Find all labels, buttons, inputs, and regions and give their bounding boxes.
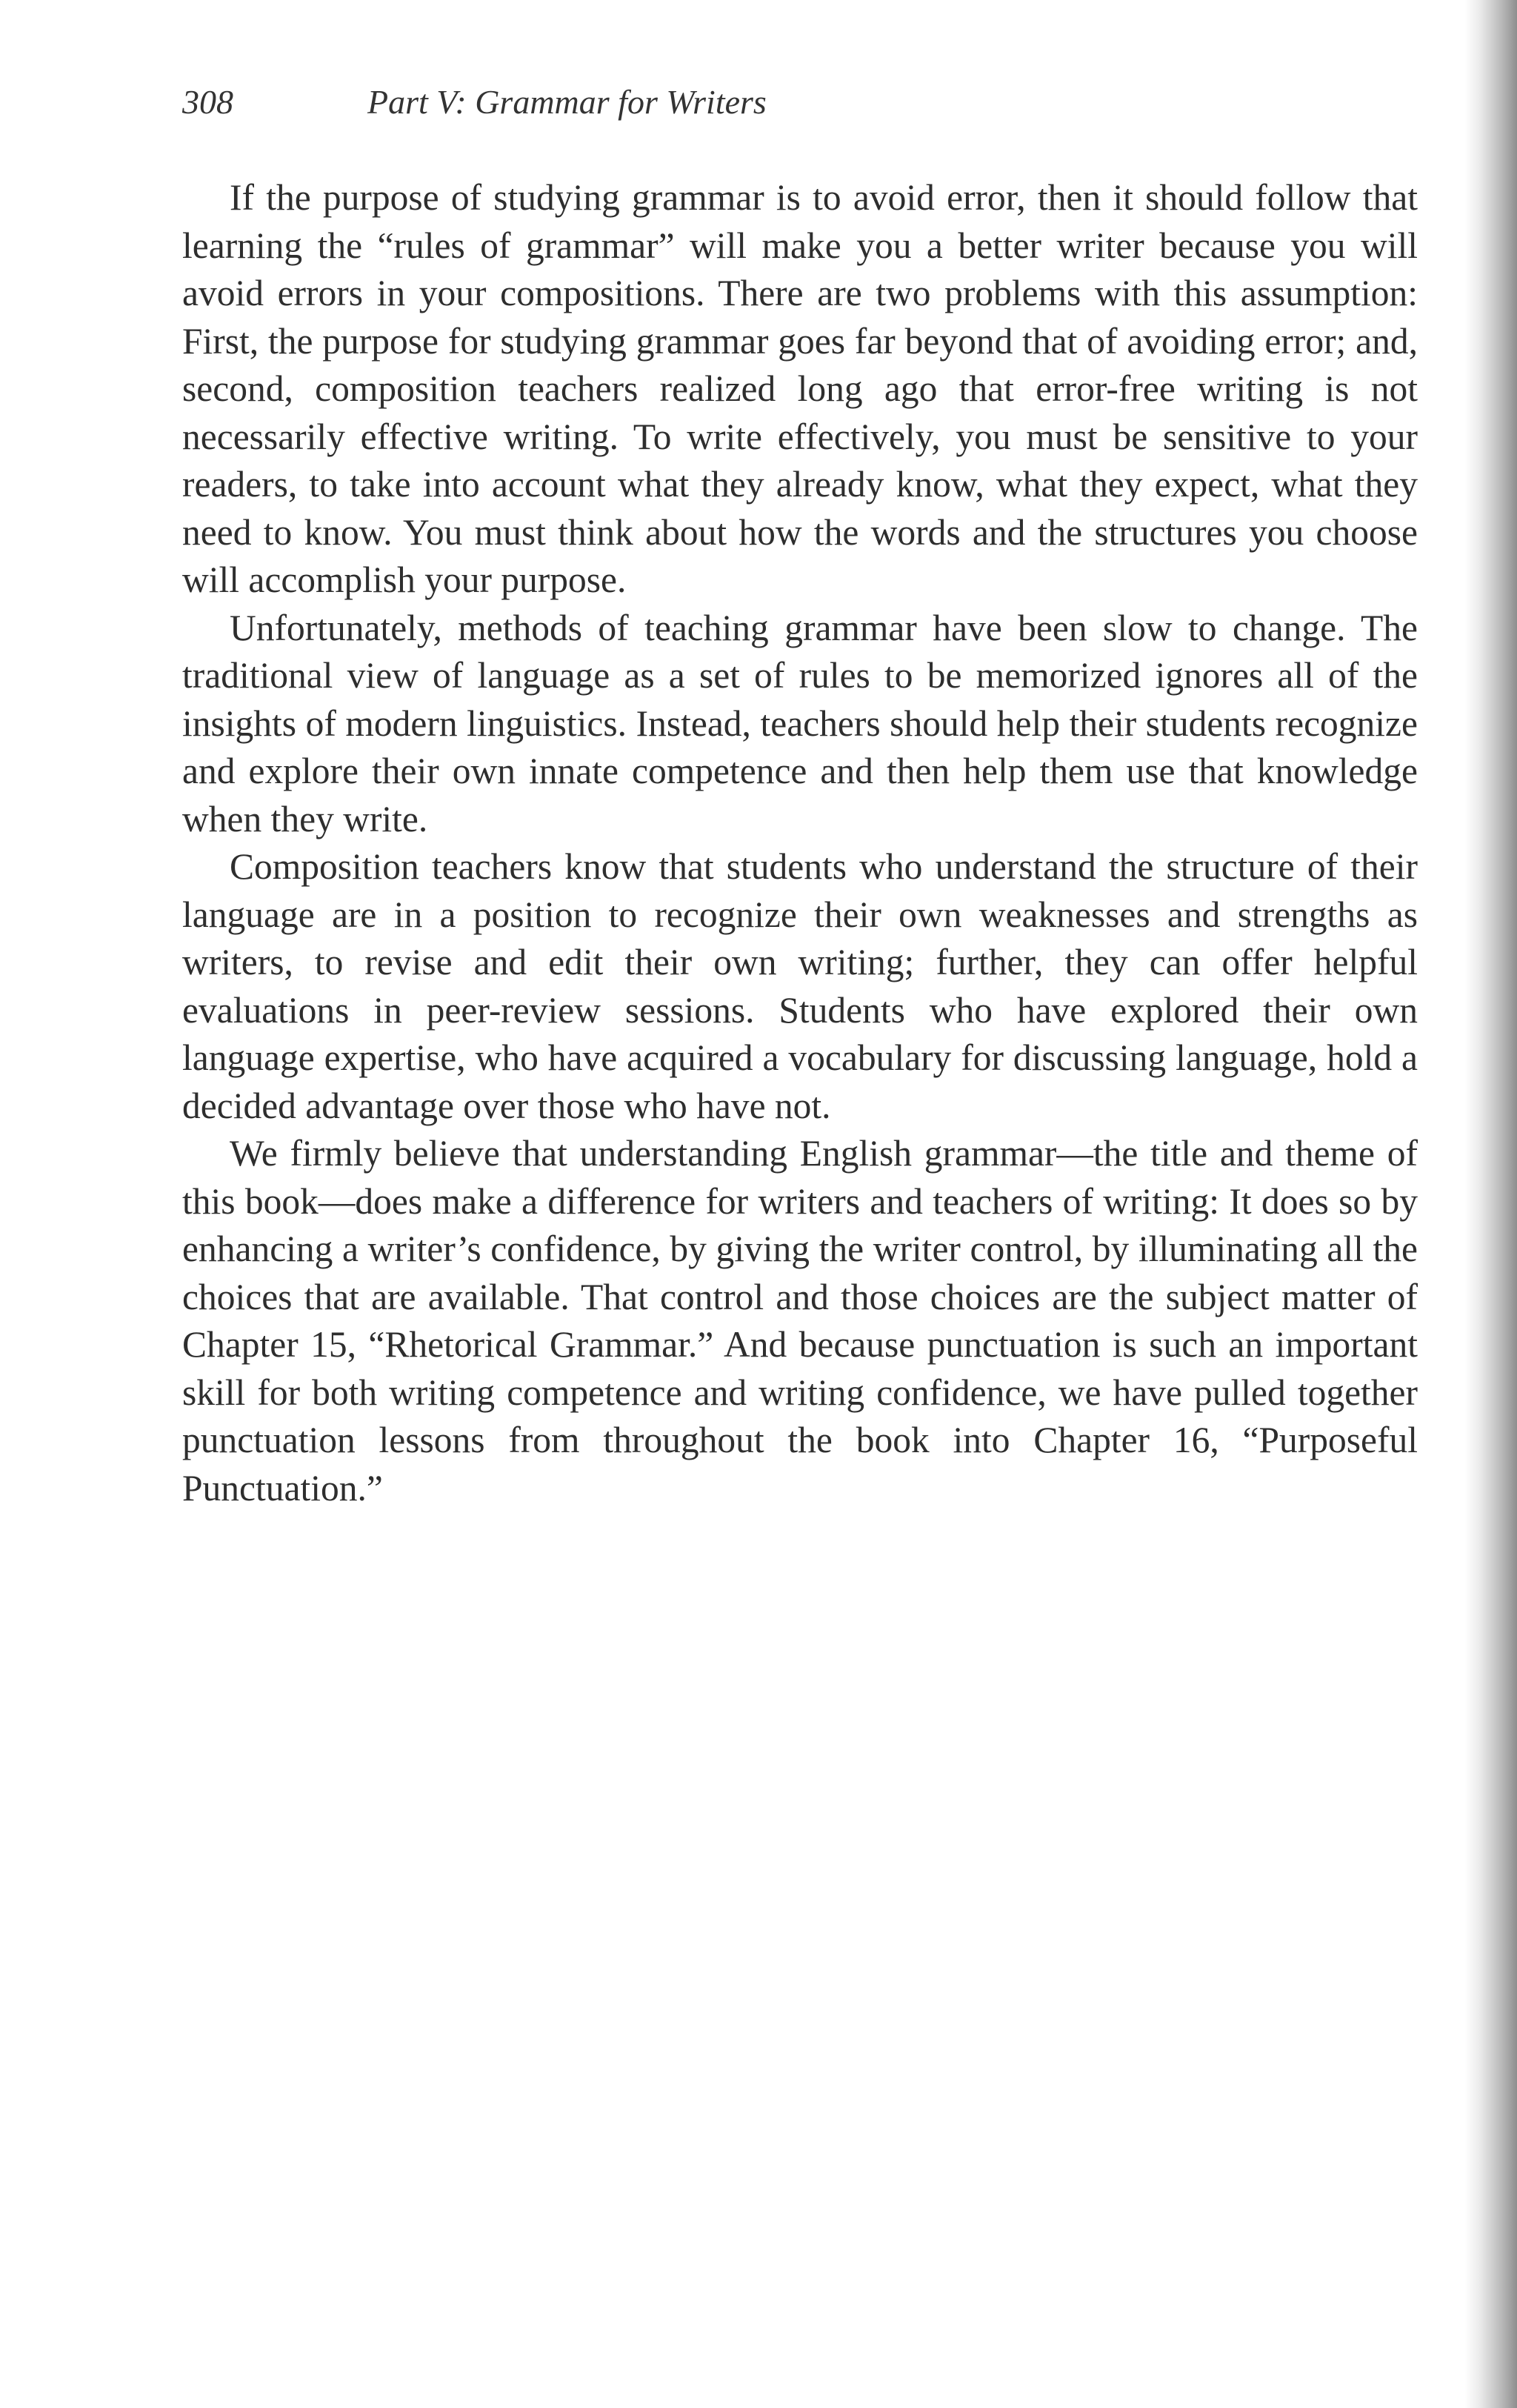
page-number: 308 bbox=[182, 83, 233, 121]
paragraph-purpose-of-grammar: If the purpose of studying grammar is to avoid error, then it should follow that learning the “rules of grammar” will make you a better writer because you will avoid errors in your compositions. There are two problems with this assumption: First, the purpose for studying grammar goes far beyond that of avoiding error; and, second, composition teachers realized long ago that error-free writing is not necessarily effective writing. To write effectively, you must be sensitive to your readers, to take into account what they already know, what they expect, what they need to know. You must think about how the words and the structures you choose will accomplish your purpose. bbox=[182, 177, 1418, 600]
running-head bbox=[182, 80, 1404, 124]
paragraph-firm-belief: We firmly believe that understanding English grammar—the title and theme of this book—does make a difference for writers and teachers of writing: It does so by enhancing a writer’s confidence, by giving the writer control, by illuminating all the choices that are available. That control and those choices are the subject matter of Chapter 15, “Rhetorical Grammar.” And because punctuation is such an important skill for both writing competence and writing confidence, we have pulled together punctuation lessons from throughout the book into Chapter 16, “Purposeful Punctuation.” bbox=[182, 1133, 1418, 1509]
page-edge-shadow bbox=[1465, 0, 1517, 2408]
body-text bbox=[182, 174, 1418, 1512]
running-title: Part V: Grammar for Writers bbox=[367, 83, 767, 121]
paragraph-composition-teachers: Composition teachers know that students who understand the structure of their language are in a position to recognize their own weaknesses and strengths as writers, to revise and edit their own writing; further, they can offer helpful evaluations in peer-review sessions. Students who have explored their own language expertise, who have acquired a vocabulary for discussing language, hold a decided advantage over those who have not. bbox=[182, 846, 1418, 1126]
paragraph-teaching-methods: Unfortunately, methods of teaching grammar have been slow to change. The traditional view of language as a set of rules to be memorized ignores all of the insights of modern linguistics. Instead, teachers should help their students recognize and explore their own innate competence and then help them use that knowledge when they write. bbox=[182, 607, 1418, 839]
